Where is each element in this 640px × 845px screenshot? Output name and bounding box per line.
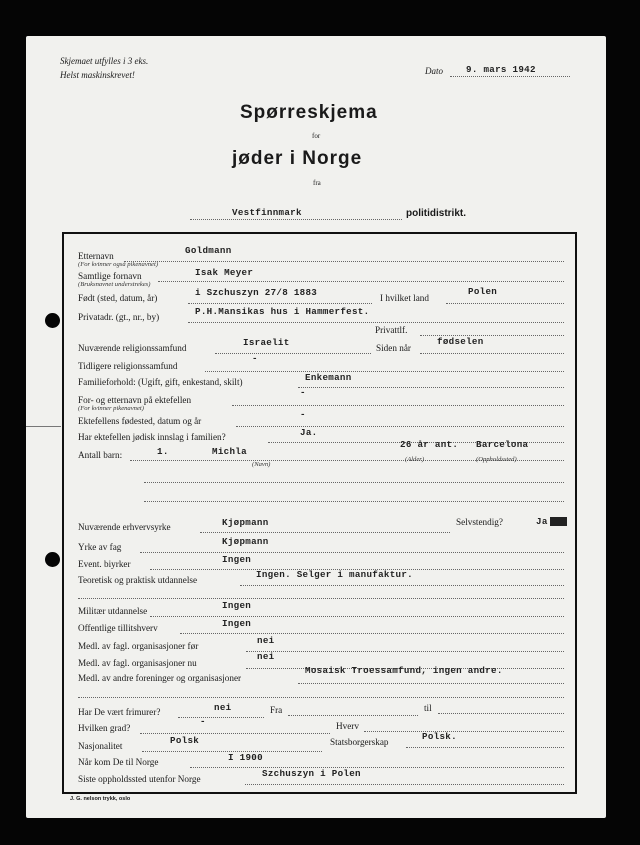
- utdannelse-value: Ingen. Selger i manufaktur.: [256, 569, 413, 580]
- etternavn-label: Etternavn: [78, 251, 114, 261]
- org-nu-value: nei: [257, 651, 275, 662]
- statsborger-value: Polsk.: [422, 731, 457, 742]
- yrke-value: Kjøpmann: [222, 536, 269, 547]
- fornavn-value: Isak Meyer: [195, 267, 254, 278]
- erhverv-value: Kjøpmann: [222, 517, 269, 528]
- nasjonalitet-value: Polsk: [170, 735, 200, 746]
- tidligere-value: -: [252, 353, 258, 364]
- barn-label: Antall barn:: [78, 450, 123, 460]
- instruction-line-2: Helst maskinskrevet!: [60, 70, 135, 80]
- ektefelle-note: (For kvinner pikenavnet): [78, 405, 144, 412]
- erhverv-label: Nuværende erhvervsyrke: [78, 522, 171, 532]
- opphold-note: (Oppholdssted): [476, 456, 517, 463]
- selvstendig-label: Selvstendig?: [456, 517, 503, 527]
- ektefelle-label: For- og etternavn på ektefellen: [78, 395, 192, 405]
- biyrker-value: Ingen: [222, 554, 252, 565]
- kom-label: Når kom De til Norge: [78, 757, 159, 767]
- alder-note: (Alder): [405, 456, 425, 463]
- innslag-label: Har ektefellen jødisk innslag i familien?: [78, 432, 226, 442]
- instruction-line-1: Skjemaet utfylles i 3 eks.: [60, 56, 149, 66]
- siden-label: Siden når: [376, 343, 411, 353]
- siste-label: Siste oppholdssted utenfor Norge: [78, 774, 201, 784]
- org-for-value: nei: [257, 635, 275, 646]
- org-nu-label: Medl. av fagl. organisasjoner nu: [78, 658, 197, 668]
- familie-label: Familieforhold: (Ugift, gift, enkestand, skilt): [78, 377, 243, 387]
- struck-out-text: [550, 517, 567, 526]
- siste-value: Szchuszyn i Polen: [262, 768, 361, 779]
- andre-label: Medl. av andre foreninger og organisasjoner: [78, 673, 242, 683]
- fra-label: Fra: [270, 705, 283, 715]
- barn-navn-note: (Navn): [252, 461, 271, 468]
- offentlige-value: Ingen: [222, 618, 252, 629]
- punch-hole-bottom: [45, 552, 60, 567]
- form-subtitle: jøder i Norge: [232, 148, 363, 169]
- religion-value: Israelit: [243, 337, 290, 348]
- frimurer-label: Har De vært frimurer?: [78, 707, 161, 717]
- barn-alder: 26 år ant.: [400, 439, 459, 450]
- etternavn-note: (For kvinner også pikenavnet): [78, 261, 159, 268]
- fornavn-label: Samtlige fornavn: [78, 271, 142, 281]
- religion-label: Nuværende religionssamfund: [78, 343, 187, 353]
- andre-value: Mosaisk Troessamfund, ingen andre.: [305, 665, 503, 676]
- offentlige-label: Offentlige tillitshverv: [78, 623, 158, 633]
- district-label: politidistrikt.: [406, 208, 466, 219]
- selvstendig-value: Ja: [536, 516, 548, 527]
- title-for: for: [312, 132, 321, 140]
- privatadr-value: P.H.Mansikas hus i Hammerfest.: [195, 306, 370, 317]
- etternavn-value: Goldmann: [185, 245, 232, 256]
- ektefelle-fodt-label: Ektefellens fødested, datum og år: [78, 416, 202, 426]
- familie-value: Enkemann: [305, 372, 352, 383]
- barn-sted: Barcelona: [476, 439, 529, 450]
- barn-count: 1.: [157, 446, 169, 457]
- militaer-value: Ingen: [222, 600, 252, 611]
- fodt-label: Født (sted, datum, år): [78, 293, 158, 303]
- ektefelle-fodt-value: -: [300, 409, 306, 420]
- fodt-value: i Szchuszyn 27/8 1883: [195, 287, 318, 298]
- printer-imprint: J. G. nelson trykk, oslo: [70, 796, 131, 802]
- ektefelle-value: -: [300, 387, 306, 398]
- privattlf-label: Privattlf.: [375, 325, 408, 335]
- form-title: Spørreskjema: [240, 102, 378, 123]
- date-value: 9. mars 1942: [466, 64, 536, 75]
- innslag-value: Ja.: [300, 427, 318, 438]
- privatadr-label: Privatadr. (gt., nr., by): [78, 312, 160, 322]
- barn-name: Michla: [212, 446, 247, 457]
- yrke-label: Yrke av fag: [78, 542, 122, 552]
- tidligere-label: Tidligere religionssamfund: [78, 361, 178, 371]
- utdannelse-label: Teoretisk og praktisk utdannelse: [78, 575, 198, 585]
- fornavn-note: (Bruksnavnet understrekes): [78, 281, 151, 288]
- date-label: Dato: [425, 66, 443, 76]
- til-label: til: [424, 703, 432, 713]
- title-fra: fra: [313, 179, 321, 187]
- siden-value: fødselen: [437, 336, 484, 347]
- statsborger-label: Statsborgerskap: [330, 737, 389, 747]
- frimurer-value: nei: [214, 702, 232, 713]
- grad-value: -: [200, 716, 206, 727]
- land-label: I hvilket land: [380, 293, 429, 303]
- grad-label: Hvilken grad?: [78, 723, 131, 733]
- kom-value: I 1900: [228, 752, 263, 763]
- district-value: Vestfinnmark: [232, 207, 302, 218]
- fold-line: [26, 426, 61, 427]
- biyrker-label: Event. biyrker: [78, 559, 131, 569]
- org-for-label: Medl. av fagl. organisasjoner før: [78, 641, 199, 651]
- punch-hole-top: [45, 313, 60, 328]
- nasjonalitet-label: Nasjonalitet: [78, 741, 123, 751]
- land-value: Polen: [468, 286, 498, 297]
- hverv-label: Hverv: [336, 721, 359, 731]
- militaer-label: Militær utdannelse: [78, 606, 148, 616]
